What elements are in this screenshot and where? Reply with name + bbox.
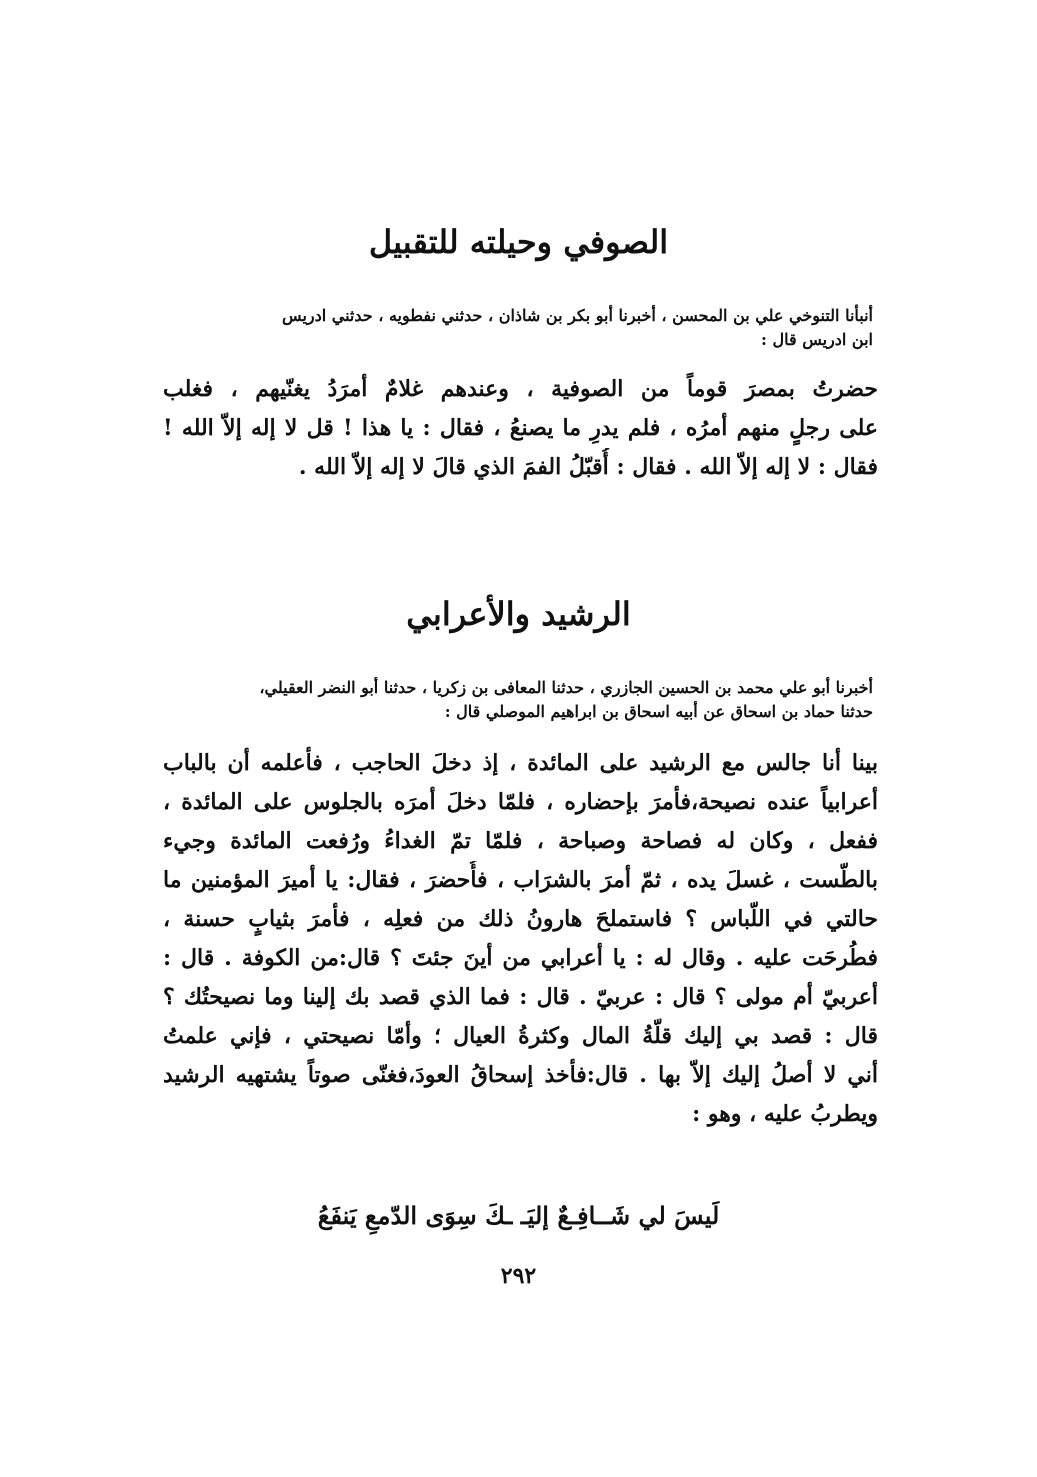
story2-isnad-line-2: حدثنا حماد بن اسحاق عن أبيه اسحاق بن ابراهيم الموصلي قال :	[444, 702, 873, 721]
story1-body-line-2: على رجلٍ منهم أمرُه ، فلم يدرِ ما يصنعُ ، فقال : يا هذا ! قل لا إله إلاّ الله !	[163, 415, 878, 441]
story2-body	[163, 744, 878, 1134]
story1-body-line-3: فقال : لا إله إلاّ الله . فقال : أُقبّلُ الفمَ الذي قالَ لا إله إلاّ الله .	[298, 454, 878, 480]
story1-title: الصوفي وحيلته للتقبيل	[368, 223, 669, 261]
story1-isnad-line-2: ابن ادريس قال :	[761, 330, 873, 349]
poetry-verse: لَيسَ لي شَــافِـعٌ إليَـ ـكَ سِوَى الدّمعِ يَنفَعُ	[317, 1201, 720, 1230]
story2-body-line-6: فطُرحَت عليه . وقال له : يا أعرابي من أينَ جئتَ ؟ قال:من الكوفة . قال :	[163, 945, 878, 971]
story2-body-line-9: أني لا أصلُ إليك إلاّ بها . قال:فأخذ إسحاقُ العودَ،فغنّى صوتاً يشتهيه الرشيد	[163, 1062, 878, 1088]
story2-body-line-3: ففعل ، وكان له فصاحة وصباحة ، فلمّا تمّ الغداءُ ورُفعت المائدة وجيء	[163, 828, 878, 854]
story2-isnad	[168, 676, 873, 724]
story1-body	[163, 370, 878, 487]
story2-body-line-5: حالتي في اللّباس ؟ فاستملحَ هارونُ ذلك من فعلِه ، فأمرَ بثيابٍ حسنة ،	[163, 906, 878, 932]
story2-body-line-7: أعربيّ أم مولى ؟ قال : عربيّ . قال : فما الذي قصد بك إلينا وما نصيحتُك ؟	[163, 984, 878, 1010]
story1-isnad	[168, 304, 873, 352]
story2-body-line-4: بالطّست ، غسلَ يده ، ثمّ أمرَ بالشرَاب ، فأُحضرَ ، فقال: يا أميرَ المؤمنين ما	[163, 867, 878, 893]
story1-body-line-1: حضرتُ بمصرَ قوماً من الصوفية ، وعندهم غلامٌ أمرَدُ يغنّيهم ، فغلب	[163, 376, 878, 402]
story1-isnad-line-1: أنبأنا التنوخي علي بن المحسن ، أخبرنا أبو بكر بن شاذان ، حدثني نفطويه ، حدثني ادريس	[282, 306, 873, 325]
story2-title: الرشيد والأعرابي	[406, 595, 631, 633]
story2-body-line-2: أعرابياً عنده نصيحة،فأمرَ بإحضاره ، فلمّا دخلَ أمرَه بالجلوس على المائدة ،	[163, 789, 878, 815]
story2-isnad-line-1: أخبرنا أبو علي محمد بن الحسين الجازري ، حدثنا المعافى بن زكريا ، حدثنا أبو النضر العقيلي،	[259, 678, 873, 697]
story2-body-line-8: قال : قصد بي إليك قلّةُ المال وكثرةُ العيال ؛ وأمّا نصيحتي ، فإني علمتُ	[163, 1023, 878, 1049]
story2-body-line-1: بينا أنا جالس مع الرشيد على المائدة ، إذ دخلَ الحاجب ، فأعلمه أن بالباب	[163, 750, 878, 776]
page-number: ٢٩٢	[500, 1263, 537, 1289]
story2-body-line-10: ويطربُ عليه ، وهو :	[692, 1101, 878, 1127]
